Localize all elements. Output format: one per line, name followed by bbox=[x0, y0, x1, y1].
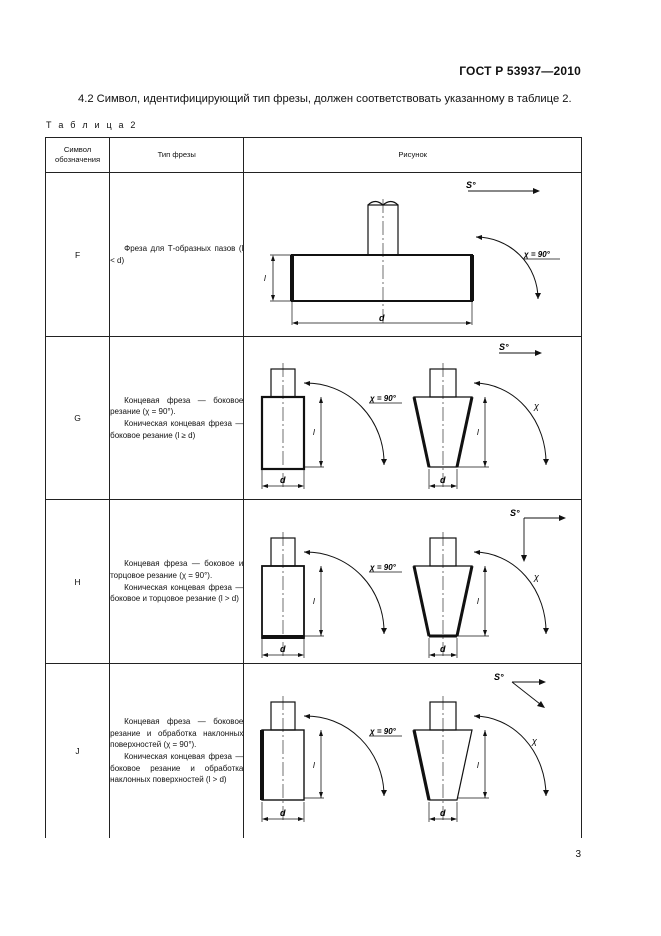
table-caption: Т а б л и ц а 2 bbox=[46, 120, 138, 130]
page-number: 3 bbox=[575, 849, 581, 860]
row-description bbox=[110, 664, 244, 839]
dim-l-label: l bbox=[313, 597, 316, 606]
desc-line: Концевая фреза — боковое резание (χ = 90°). bbox=[110, 395, 244, 417]
dim-d-label: d bbox=[280, 808, 286, 818]
dim-d-label: d bbox=[440, 808, 446, 818]
desc-line: Концевая фреза — боковое резание и обработка наклонных поверхностей (χ = 90°). bbox=[110, 717, 244, 750]
table-header-row bbox=[46, 138, 582, 173]
angle-90-label: χ = 90° bbox=[370, 563, 397, 572]
desc-line: Фреза для Т-образных пазов (l < d) bbox=[110, 243, 244, 265]
end-mill-side-face-figure bbox=[244, 500, 581, 663]
dim-d-label: d bbox=[440, 475, 446, 485]
end-mill-side-figure bbox=[244, 337, 581, 499]
dim-l-label: l bbox=[477, 597, 480, 606]
header-figure: Рисунок bbox=[244, 138, 582, 173]
feed-label: S° bbox=[510, 508, 520, 518]
figure-cell bbox=[244, 664, 582, 839]
figure-cell bbox=[244, 500, 582, 664]
dim-d-label: d bbox=[280, 475, 286, 485]
row-description bbox=[110, 500, 244, 664]
dim-l-label: l bbox=[477, 428, 480, 437]
t-slot-cutter-figure bbox=[244, 173, 581, 336]
desc-line: Концевая фреза — боковое и торцовое резание (χ = 90°). bbox=[110, 559, 244, 580]
dim-d-label: d bbox=[379, 313, 385, 323]
figure-cell bbox=[244, 337, 582, 500]
angle-label: χ bbox=[532, 736, 538, 746]
feed-label: S° bbox=[466, 180, 476, 190]
desc-line: Коническая концевая фреза — боковое резание (l ≥ d) bbox=[110, 419, 244, 440]
angle-90-label: χ = 90° bbox=[370, 727, 397, 736]
feed-label: S° bbox=[494, 672, 504, 682]
angle-label: χ bbox=[534, 401, 540, 411]
angle-90-label: χ = 90° bbox=[370, 394, 397, 403]
table-row bbox=[46, 500, 582, 664]
row-symbol: J bbox=[46, 664, 110, 839]
dim-l-label: l bbox=[477, 761, 480, 770]
desc-line: Коническая концевая фреза — боковое резание и обработка наклонных поверхностей (l > d) bbox=[110, 752, 244, 785]
angle-label: χ = 90° bbox=[524, 250, 551, 259]
cutter-type-table bbox=[45, 137, 582, 838]
row-description bbox=[110, 173, 244, 337]
header-type: Тип фрезы bbox=[110, 138, 244, 173]
figure-cell bbox=[244, 173, 582, 337]
dim-d-label: d bbox=[440, 644, 446, 654]
header-symbol: Символ обозначения bbox=[46, 138, 110, 173]
standard-number: ГОСТ Р 53937—2010 bbox=[459, 64, 581, 78]
intro-paragraph: 4.2 Символ, идентифицирующий тип фрезы, должен соответствовать указанному в таблице 2. bbox=[78, 93, 572, 105]
dim-l-label: l bbox=[313, 761, 316, 770]
table-row bbox=[46, 337, 582, 500]
row-symbol: F bbox=[46, 173, 110, 337]
feed-label: S° bbox=[499, 342, 509, 352]
table-row bbox=[46, 664, 582, 839]
row-description bbox=[110, 337, 244, 500]
table-row bbox=[46, 173, 582, 337]
dim-l-label: l bbox=[313, 428, 316, 437]
row-symbol: H bbox=[46, 500, 110, 664]
desc-line: Коническая концевая фреза — боковое и торцовое резание (l > d) bbox=[110, 582, 244, 604]
dim-d-label: d bbox=[280, 644, 286, 654]
row-symbol: G bbox=[46, 337, 110, 500]
end-mill-inclined-figure bbox=[244, 664, 581, 838]
dim-l-label: l bbox=[264, 274, 267, 283]
angle-label: χ bbox=[534, 572, 540, 582]
